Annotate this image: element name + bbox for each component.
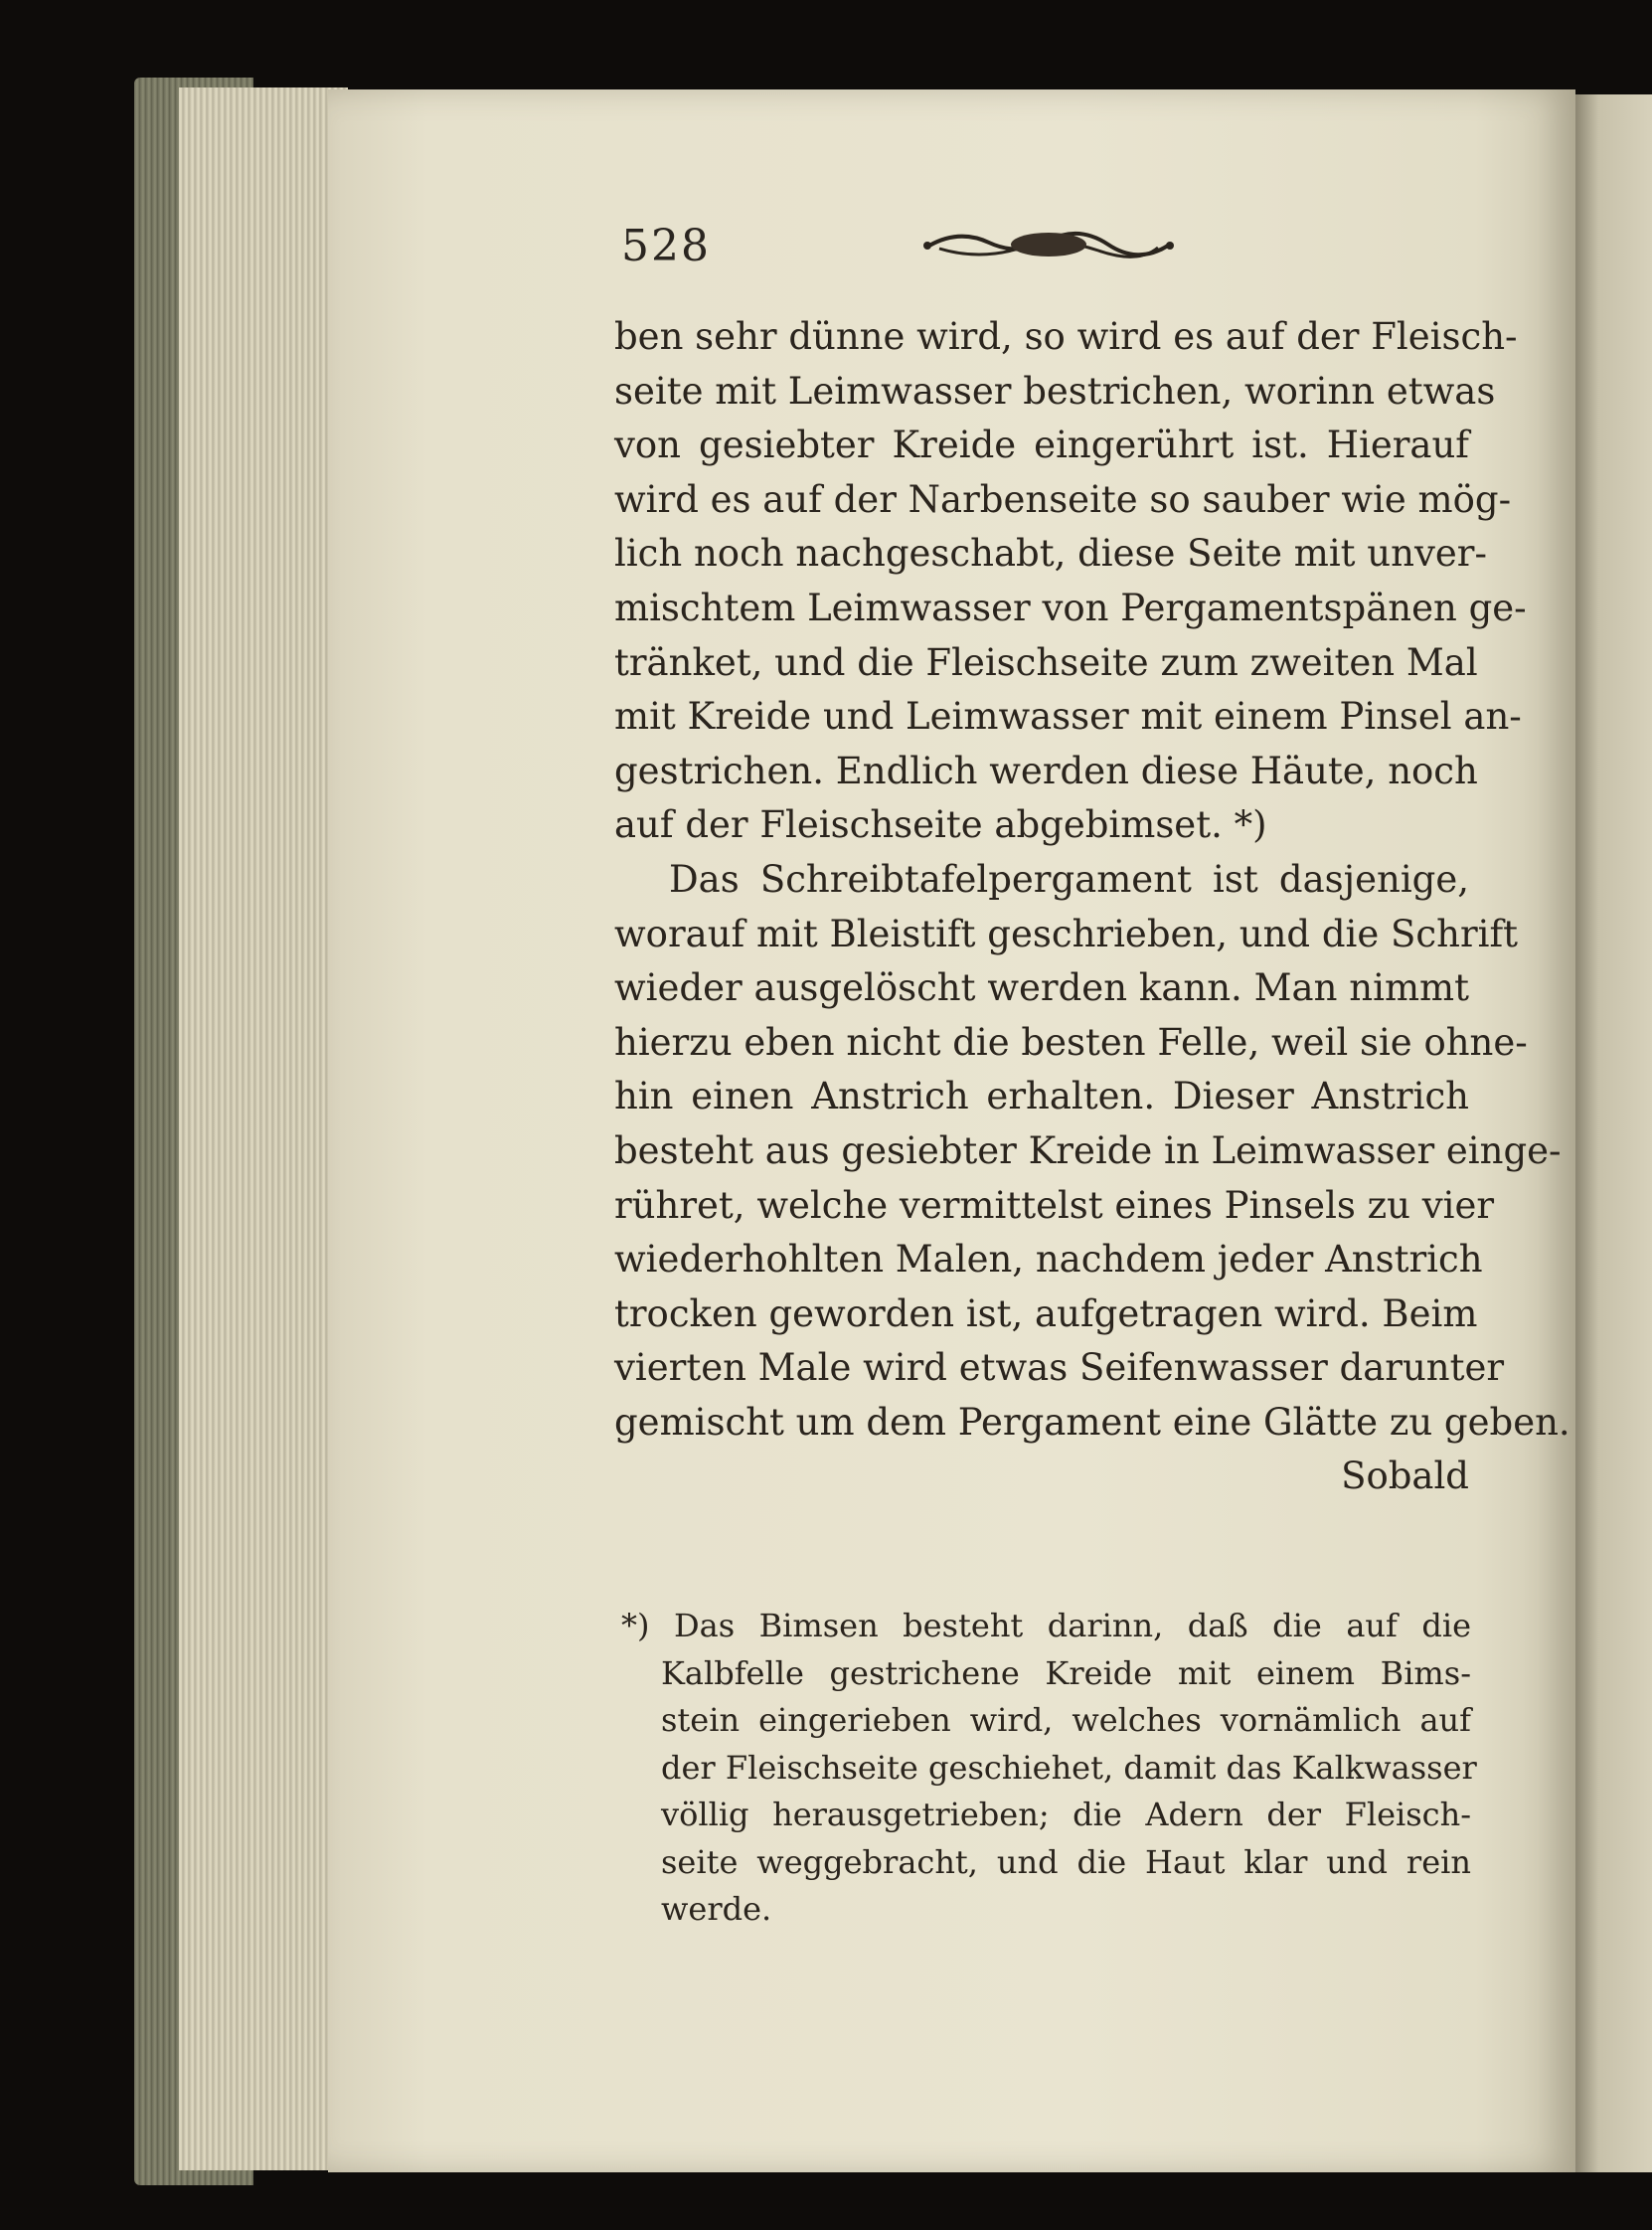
text-line: gestrichen. Endlich werden diese Häute, noch: [614, 749, 1478, 792]
text-line: worauf mit Bleistift geschrieben, und die Schrift: [614, 912, 1519, 955]
page-number: 528: [621, 221, 711, 271]
text-line: auf der Fleischseite abgebimset. *): [614, 803, 1267, 847]
text-line: wird es auf der Narbenseite so sauber wie mög-: [614, 477, 1512, 521]
text-line: hierzu eben nicht die besten Felle, weil sie ohne-: [614, 1020, 1528, 1064]
text-line: mischtem Leimwasser von Pergamentspänen ge-: [614, 586, 1527, 629]
footnote-line: Kalbfelle gestrichene Kreide mit einem Bims-: [661, 1653, 1471, 1692]
ornament-icon: [919, 221, 1178, 270]
text-line: vierten Male wird etwas Seifenwasser darunter: [614, 1346, 1505, 1390]
text-line: wieder ausgelöscht werden kann. Man nimmt: [614, 966, 1469, 1010]
text-line: hin einen Anstrich erhalten. Dieser Anstrich: [614, 1075, 1469, 1118]
text-line: gemischt um dem Pergament eine Glätte zu geben.: [614, 1400, 1570, 1444]
text-line: trocken geworden ist, aufgetragen wird. Beim: [614, 1291, 1478, 1335]
text-line: seite mit Leimwasser bestrichen, worinn etwas: [614, 369, 1496, 413]
footnote: [621, 1603, 1477, 1934]
text-line: besteht aus gesiebter Kreide in Leimwasser einge-: [614, 1128, 1562, 1172]
footnote-line: völlig herausgetrieben; die Adern der Fleisch-: [661, 1796, 1471, 1833]
footnote-line: stein eingerieben wird, welches vornämlich auf: [661, 1701, 1471, 1739]
main-text: [614, 310, 1570, 1504]
page-stack: [179, 87, 348, 2170]
text-line: Das Schreibtafelpergament ist dasjenige,: [669, 857, 1469, 901]
footnote-line: werde.: [661, 1890, 772, 1928]
text-line: wiederhohlten Malen, nachdem jeder Anstrich: [614, 1238, 1483, 1282]
page-header: [621, 221, 1476, 280]
footnote-line: *) Das Bimsen besteht darinn, daß die auf die: [621, 1607, 1471, 1644]
text-line: von gesiebter Kreide eingerührt ist. Hierauf: [614, 424, 1469, 467]
catchword: Sobald: [1341, 1455, 1469, 1498]
facing-page-edge: [1575, 94, 1652, 2172]
text-line: lich noch nachgeschabt, diese Seite mit unver-: [614, 532, 1487, 576]
text-line: rühret, welche vermittelst eines Pinsels zu vier: [614, 1183, 1495, 1227]
footnote-line: seite weggebracht, und die Haut klar und rein: [661, 1842, 1471, 1881]
footnote-line: der Fleischseite geschiehet, damit das Kalkwasser: [661, 1748, 1477, 1787]
text-line: ben sehr dünne wird, so wird es auf der Fleisch-: [614, 315, 1518, 358]
text-line: mit Kreide und Leimwasser mit einem Pinsel an-: [614, 695, 1522, 739]
text-line: tränket, und die Fleischseite zum zweiten Mal: [614, 640, 1478, 684]
